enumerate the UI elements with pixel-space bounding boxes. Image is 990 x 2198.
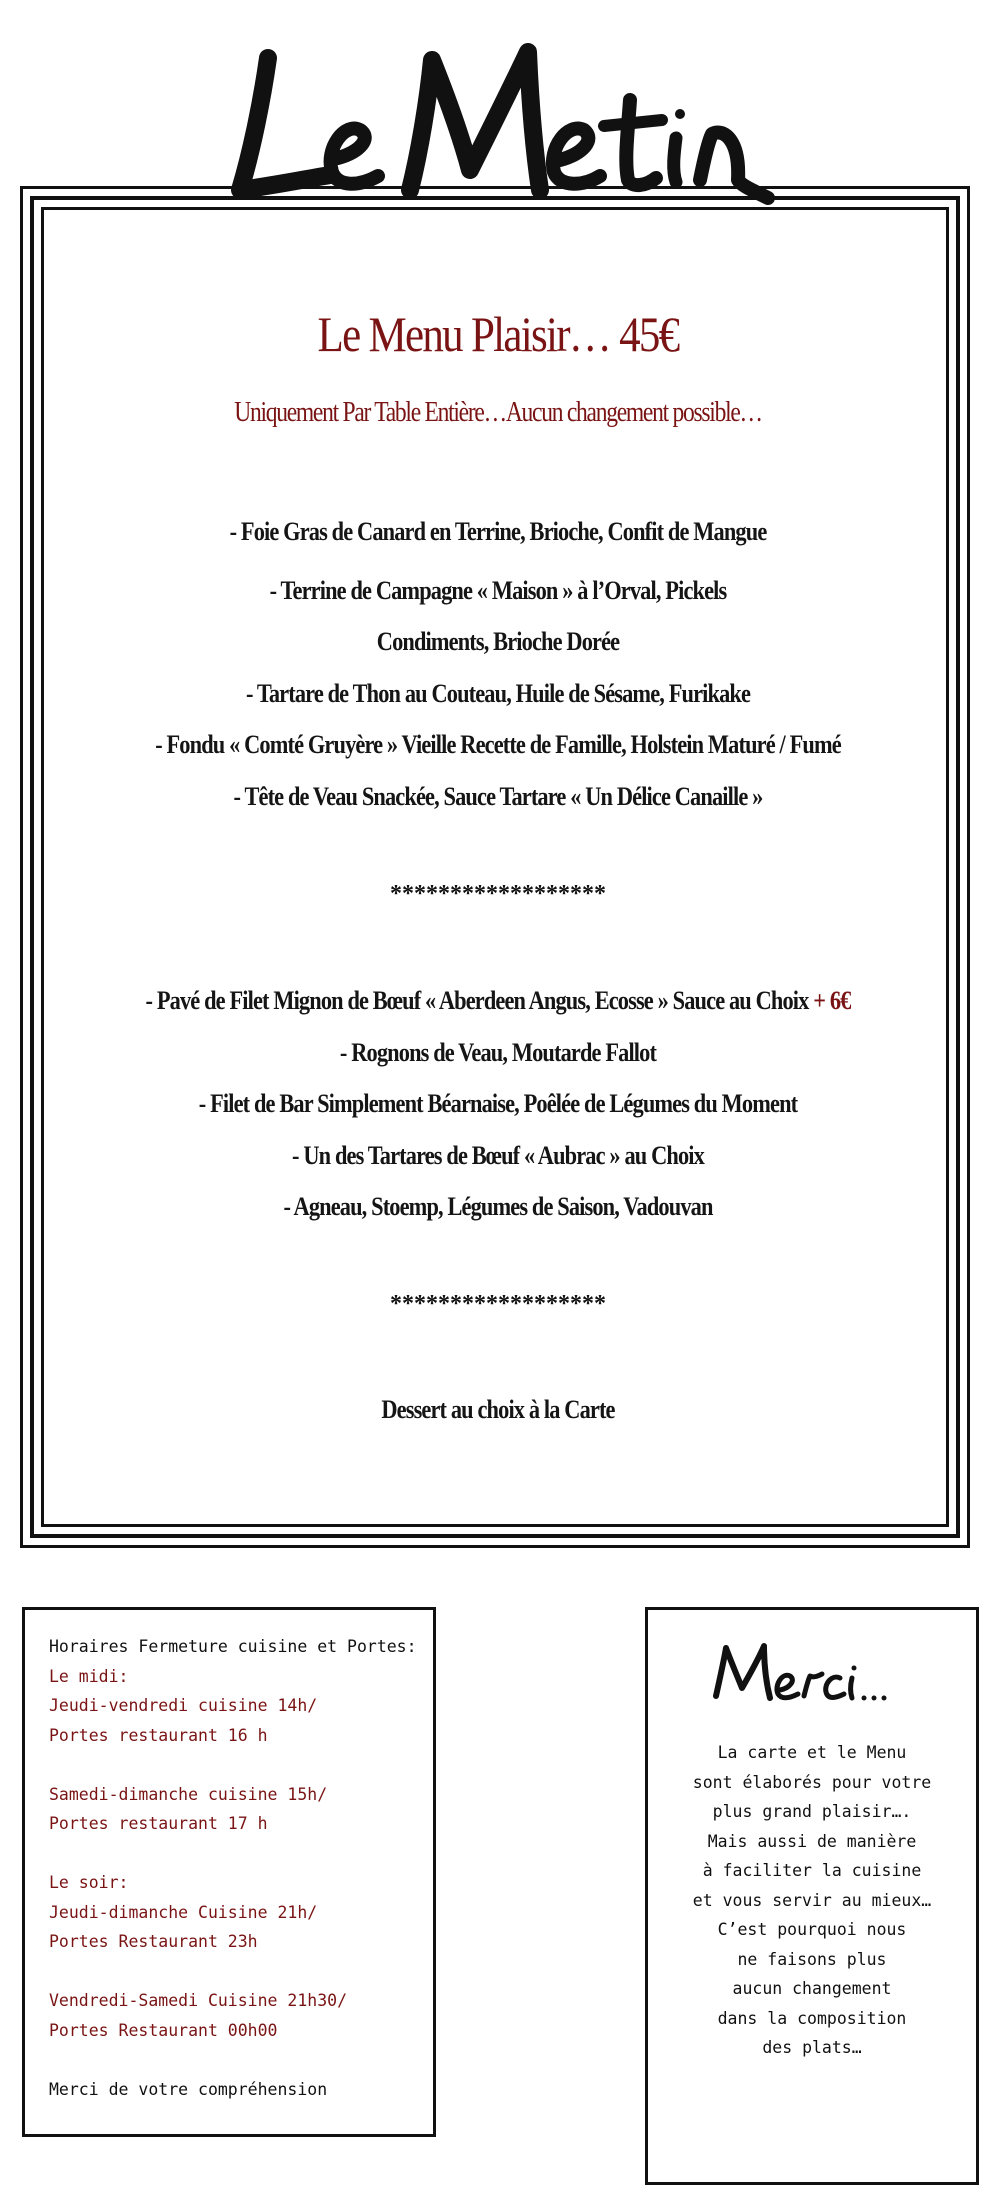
dessert-item: Dessert au choix à la Carte [381, 1395, 615, 1424]
merci-line: La carte et le Menu [717, 1743, 907, 1762]
hours-line: Portes Restaurant 23h [49, 1932, 258, 1951]
merci-line: C’est pourquoi nous [717, 1920, 907, 1939]
hours-line: Samedi-dimanche cuisine 15h/ [49, 1784, 328, 1804]
course-separator: ****************** [390, 1291, 606, 1317]
hours-line: Jeudi-vendredi cuisine 14h/ [49, 1696, 318, 1715]
main-item: - Filet de Bar Simplement Béarnaise, Poêlée de Légumes du Moment [198, 1089, 798, 1118]
starter-item: - Foie Gras de Canard en Terrine, Brioche, Confit de Mangue [229, 517, 767, 546]
opening-hours-box [22, 1607, 436, 2137]
hours-line: Jeudi-dimanche Cuisine 21h/ [49, 1902, 318, 1922]
starter-item: - Tartare de Thon au Couteau, Huile de Sésame, Furikake [245, 679, 751, 708]
course-separator: ****************** [390, 881, 606, 907]
merci-line: ne faisons plus [737, 1949, 887, 1969]
merci-line: et vous servir au mieux… [692, 1890, 932, 1910]
main-item: - Rognons de Veau, Moutarde Fallot [339, 1038, 657, 1067]
hours-thanks: Merci de votre compréhension [49, 2079, 328, 2099]
hours-soir-label: Le soir: [49, 1873, 129, 1892]
merci-handwritten-title [698, 1630, 898, 1720]
starter-item: - Fondu « Comté Gruyère » Vieille Recette de Famille, Holstein Maturé / Fumé [155, 730, 841, 759]
merci-line: sont élaborés pour votre [692, 1772, 932, 1792]
merci-line: plus grand plaisir…. [712, 1802, 912, 1821]
hours-line: Vendredi-Samedi Cuisine 21h30/ [49, 1991, 348, 2010]
main-item: - Agneau, Stoemp, Légumes de Saison, Vadouvan [283, 1192, 713, 1221]
menu-subtitle: Uniquement Par Table Entière…Aucun changement possible… [234, 397, 762, 428]
merci-text [648, 1738, 976, 2063]
menu-frame [20, 186, 970, 1548]
merci-line: à faciliter la cuisine [702, 1861, 922, 1880]
merci-box [645, 1607, 979, 2185]
merci-line: Mais aussi de manière [707, 1831, 917, 1851]
hours-line: Portes restaurant 16 h [49, 1725, 268, 1745]
hours-line: Portes restaurant 17 h [49, 1814, 268, 1833]
supplement-price: + 6€ [813, 986, 851, 1015]
hours-midi-label: Le midi: [49, 1666, 129, 1686]
merci-line: des plats… [762, 2038, 862, 2057]
starter-item: - Terrine de Campagne « Maison » à l’Orval, Pickels [269, 576, 727, 605]
menu-title: Le Menu Plaisir… 45€ [317, 306, 679, 362]
merci-line: aucun changement [732, 1979, 892, 1998]
starter-item-continuation: Condiments, Brioche Dorée [376, 627, 620, 656]
merci-line: dans la composition [717, 2008, 907, 2028]
main-item-text: - Pavé de Filet Mignon de Bœuf « Aberdeen Angus, Ecosse » Sauce au Choix [145, 986, 814, 1015]
hours-line: Portes Restaurant 00h00 [49, 2020, 278, 2040]
hours-heading: Horaires Fermeture cuisine et Portes: [49, 1637, 417, 1656]
main-item [90, 986, 907, 1016]
starter-item: - Tête de Veau Snackée, Sauce Tartare « Un Délice Canaille » [233, 782, 763, 811]
restaurant-logo [0, 30, 990, 210]
main-item: - Un des Tartares de Bœuf « Aubrac » au Choix [292, 1141, 704, 1170]
